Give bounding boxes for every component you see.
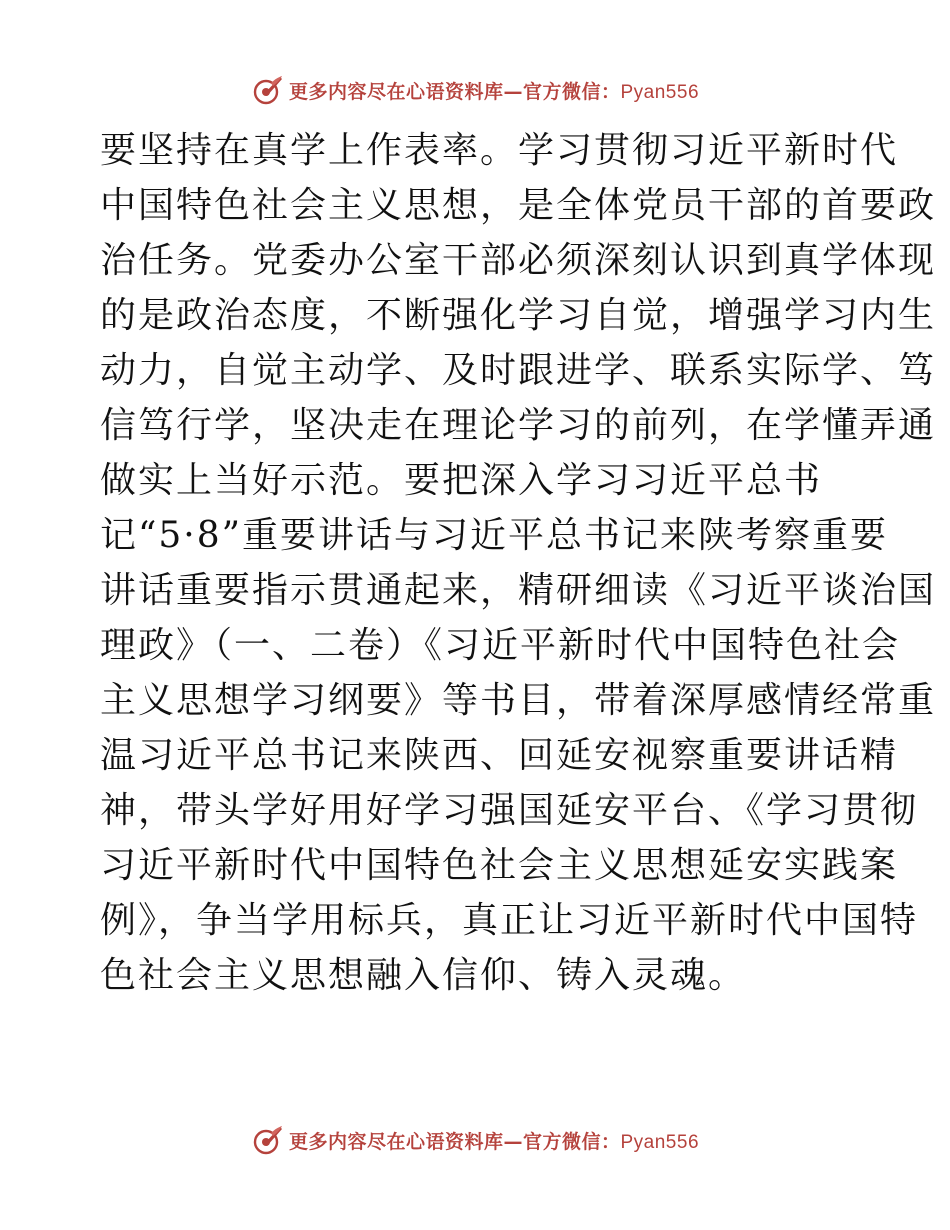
watermark-text bbox=[289, 77, 699, 104]
text-line: 主义思想学习纲要》等书目，带着深厚感情经常重 bbox=[100, 680, 937, 721]
text-line: 理政》（一、二卷）《习近平新时代中国特色社会 bbox=[100, 625, 901, 666]
text-line: 信笃行学，坚决走在理论学习的前列，在学懂弄通 bbox=[100, 405, 937, 446]
book-quill-logo-icon bbox=[251, 1123, 285, 1157]
text-line: 习近平新时代中国特色社会主义思想延安实践案 bbox=[100, 845, 899, 886]
watermark-label: 更多内容尽在心语资料库—官方微信： bbox=[288, 1130, 621, 1153]
text-line: 治任务。党委办公室干部必须深刻认识到真学体现 bbox=[100, 240, 937, 281]
text-line: 神，带头学好用好学习强国延安平台、《学习贯彻 bbox=[100, 790, 919, 831]
text-line: 例》，争当学用标兵，真正让习近平新时代中国特 bbox=[100, 900, 919, 941]
text-line: 的是政治态度，不断强化学习自觉，增强学习内生 bbox=[100, 295, 937, 336]
text-line: 温习近平总书记来陕西、回延安视察重要讲话精 bbox=[100, 735, 899, 776]
watermark-text bbox=[289, 1127, 699, 1154]
watermark-wechat-id: Pyan556 bbox=[620, 81, 700, 103]
text-line: 动力，自觉主动学、及时跟进学、联系实际学、笃 bbox=[100, 350, 937, 391]
text-line: 讲话重要指示贯通起来，精研细读《习近平谈治国 bbox=[100, 570, 937, 611]
text-line: 色社会主义思想融入信仰、铸入灵魂。 bbox=[100, 955, 747, 996]
text-line: 记“5·8”重要讲话与习近平总书记来陕考察重要 bbox=[100, 515, 889, 556]
watermark-label: 更多内容尽在心语资料库—官方微信： bbox=[288, 80, 621, 103]
text-line: 中国特色社会主义思想，是全体党员干部的首要政 bbox=[100, 185, 937, 226]
watermark-wechat-id: Pyan556 bbox=[620, 1131, 700, 1153]
text-line: 要坚持在真学上作表率。学习贯彻习近平新时代 bbox=[100, 130, 899, 171]
document-body bbox=[100, 123, 937, 1003]
header-watermark bbox=[0, 70, 950, 110]
text-line: 做实上当好示范。要把深入学习习近平总书 bbox=[100, 460, 823, 501]
book-quill-logo-icon bbox=[251, 73, 285, 107]
footer-watermark bbox=[0, 1120, 950, 1160]
